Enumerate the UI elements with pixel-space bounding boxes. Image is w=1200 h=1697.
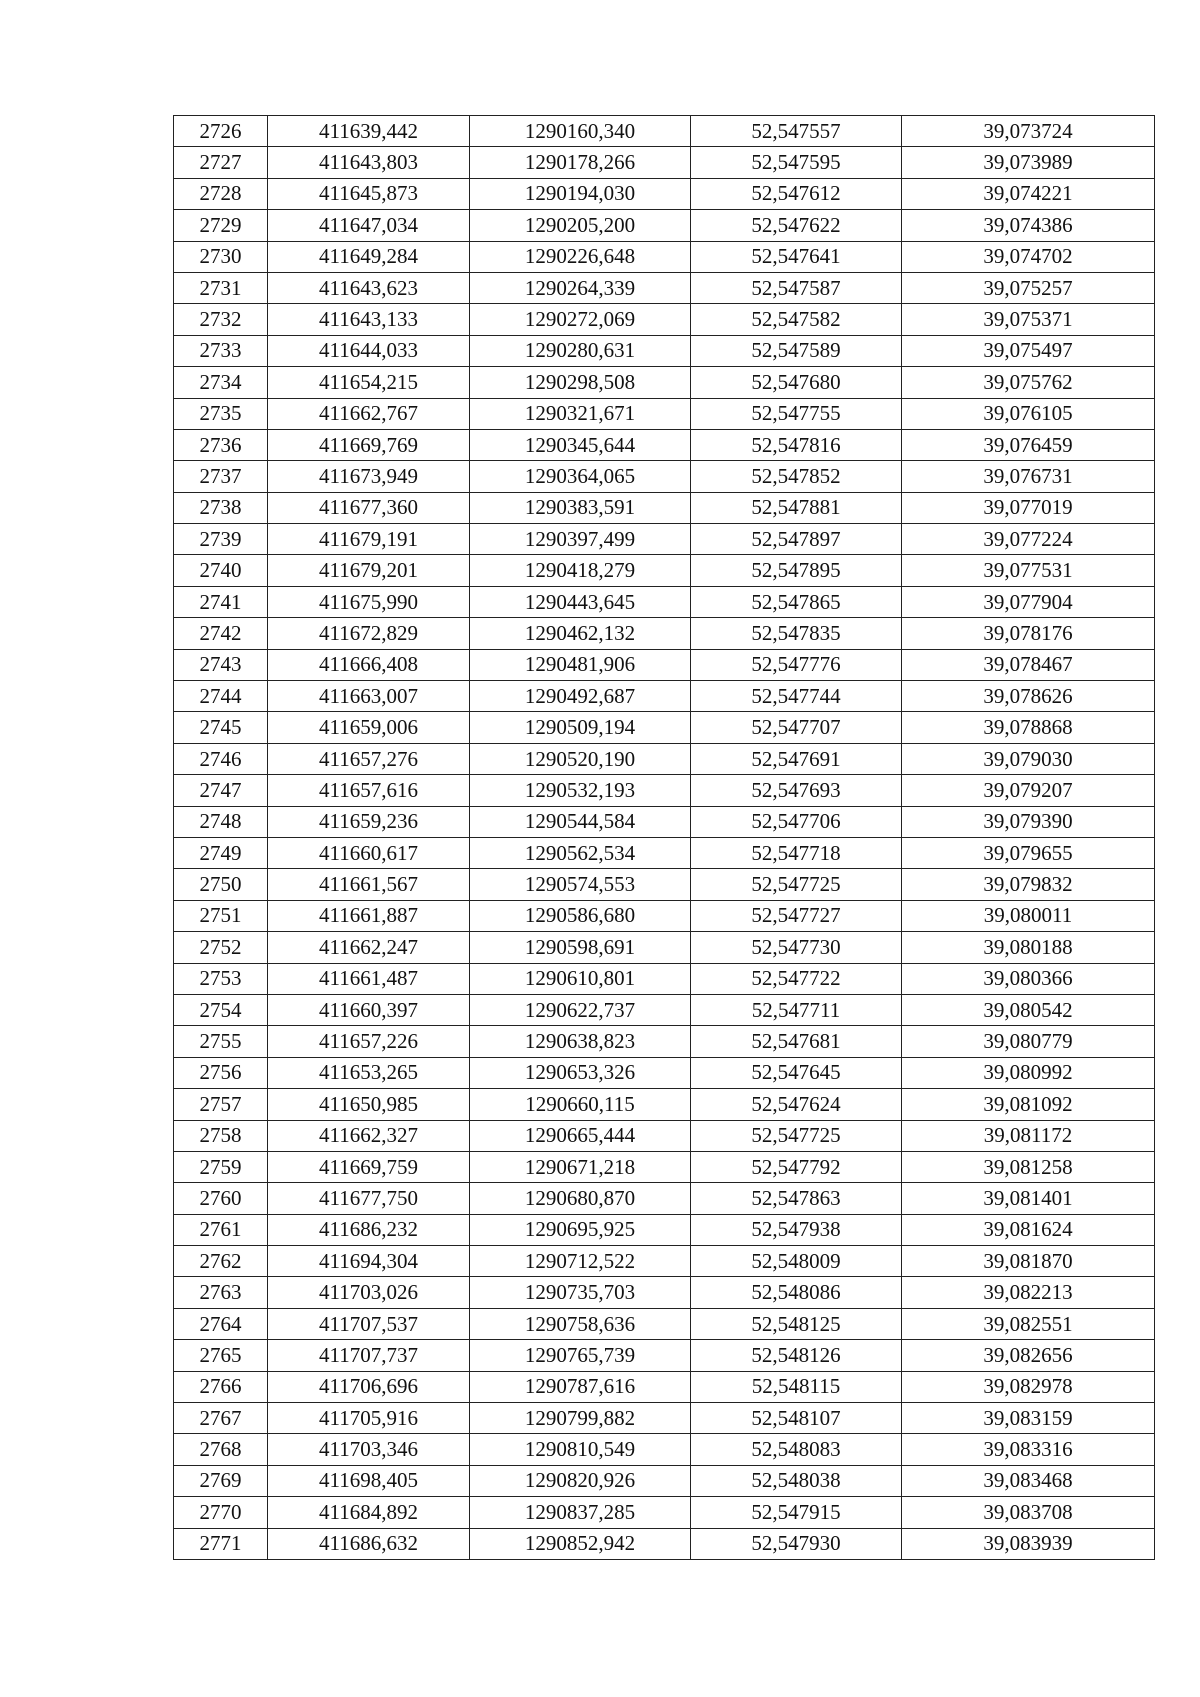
table-row — [174, 1434, 1155, 1465]
latitude-cell: 52,547624 — [691, 1089, 902, 1120]
table-row — [174, 586, 1155, 617]
x-coordinate-cell: 411643,133 — [268, 304, 470, 335]
x-coordinate-cell: 411666,408 — [268, 649, 470, 680]
latitude-cell: 52,547776 — [691, 649, 902, 680]
latitude-cell: 52,547744 — [691, 681, 902, 712]
x-coordinate-cell: 411686,232 — [268, 1214, 470, 1245]
latitude-cell: 52,547612 — [691, 178, 902, 209]
latitude-cell: 52,547645 — [691, 1057, 902, 1088]
y-coordinate-cell: 1290598,691 — [470, 932, 691, 963]
table-row — [174, 1089, 1155, 1120]
longitude-cell: 39,082978 — [902, 1371, 1155, 1402]
longitude-cell: 39,081092 — [902, 1089, 1155, 1120]
x-coordinate-cell: 411657,226 — [268, 1026, 470, 1057]
y-coordinate-cell: 1290264,339 — [470, 272, 691, 303]
x-coordinate-cell: 411659,236 — [268, 806, 470, 837]
x-coordinate-cell: 411698,405 — [268, 1465, 470, 1496]
point-number-cell: 2733 — [174, 335, 268, 366]
y-coordinate-cell: 1290820,926 — [470, 1465, 691, 1496]
longitude-cell: 39,080779 — [902, 1026, 1155, 1057]
point-number-cell: 2726 — [174, 116, 268, 147]
y-coordinate-cell: 1290660,115 — [470, 1089, 691, 1120]
latitude-cell: 52,547582 — [691, 304, 902, 335]
x-coordinate-cell: 411684,892 — [268, 1497, 470, 1528]
longitude-cell: 39,073989 — [902, 147, 1155, 178]
y-coordinate-cell: 1290345,644 — [470, 429, 691, 460]
latitude-cell: 52,547865 — [691, 586, 902, 617]
x-coordinate-cell: 411647,034 — [268, 210, 470, 241]
point-number-cell: 2738 — [174, 492, 268, 523]
point-number-cell: 2770 — [174, 1497, 268, 1528]
table-row — [174, 1246, 1155, 1277]
longitude-cell: 39,081172 — [902, 1120, 1155, 1151]
longitude-cell: 39,076459 — [902, 429, 1155, 460]
latitude-cell: 52,547816 — [691, 429, 902, 460]
table-row — [174, 1214, 1155, 1245]
point-number-cell: 2768 — [174, 1434, 268, 1465]
longitude-cell: 39,080188 — [902, 932, 1155, 963]
x-coordinate-cell: 411661,487 — [268, 963, 470, 994]
latitude-cell: 52,547693 — [691, 775, 902, 806]
longitude-cell: 39,082656 — [902, 1340, 1155, 1371]
longitude-cell: 39,083468 — [902, 1465, 1155, 1496]
point-number-cell: 2735 — [174, 398, 268, 429]
latitude-cell: 52,547595 — [691, 147, 902, 178]
latitude-cell: 52,547680 — [691, 367, 902, 398]
y-coordinate-cell: 1290160,340 — [470, 116, 691, 147]
y-coordinate-cell: 1290462,132 — [470, 618, 691, 649]
x-coordinate-cell: 411677,750 — [268, 1183, 470, 1214]
latitude-cell: 52,547938 — [691, 1214, 902, 1245]
longitude-cell: 39,079030 — [902, 743, 1155, 774]
y-coordinate-cell: 1290443,645 — [470, 586, 691, 617]
x-coordinate-cell: 411645,873 — [268, 178, 470, 209]
x-coordinate-cell: 411707,737 — [268, 1340, 470, 1371]
table-row — [174, 1465, 1155, 1496]
point-number-cell: 2764 — [174, 1308, 268, 1339]
y-coordinate-cell: 1290695,925 — [470, 1214, 691, 1245]
table-row — [174, 1340, 1155, 1371]
table-row — [174, 1403, 1155, 1434]
x-coordinate-cell: 411703,026 — [268, 1277, 470, 1308]
latitude-cell: 52,547852 — [691, 461, 902, 492]
table-row — [174, 775, 1155, 806]
latitude-cell: 52,548125 — [691, 1308, 902, 1339]
y-coordinate-cell: 1290787,616 — [470, 1371, 691, 1402]
latitude-cell: 52,547730 — [691, 932, 902, 963]
longitude-cell: 39,079655 — [902, 837, 1155, 868]
longitude-cell: 39,074221 — [902, 178, 1155, 209]
x-coordinate-cell: 411650,985 — [268, 1089, 470, 1120]
x-coordinate-cell: 411643,623 — [268, 272, 470, 303]
point-number-cell: 2748 — [174, 806, 268, 837]
y-coordinate-cell: 1290586,680 — [470, 900, 691, 931]
longitude-cell: 39,077224 — [902, 524, 1155, 555]
point-number-cell: 2749 — [174, 837, 268, 868]
longitude-cell: 39,078176 — [902, 618, 1155, 649]
longitude-cell: 39,081870 — [902, 1246, 1155, 1277]
table-row — [174, 1528, 1155, 1559]
point-number-cell: 2753 — [174, 963, 268, 994]
point-number-cell: 2751 — [174, 900, 268, 931]
x-coordinate-cell: 411686,632 — [268, 1528, 470, 1559]
table-row — [174, 1026, 1155, 1057]
table-row — [174, 1308, 1155, 1339]
point-number-cell: 2765 — [174, 1340, 268, 1371]
point-number-cell: 2755 — [174, 1026, 268, 1057]
point-number-cell: 2767 — [174, 1403, 268, 1434]
y-coordinate-cell: 1290665,444 — [470, 1120, 691, 1151]
point-number-cell: 2762 — [174, 1246, 268, 1277]
y-coordinate-cell: 1290397,499 — [470, 524, 691, 555]
x-coordinate-cell: 411657,616 — [268, 775, 470, 806]
latitude-cell: 52,547641 — [691, 241, 902, 272]
table-row — [174, 524, 1155, 555]
longitude-cell: 39,082551 — [902, 1308, 1155, 1339]
point-number-cell: 2747 — [174, 775, 268, 806]
y-coordinate-cell: 1290509,194 — [470, 712, 691, 743]
y-coordinate-cell: 1290735,703 — [470, 1277, 691, 1308]
longitude-cell: 39,075762 — [902, 367, 1155, 398]
point-number-cell: 2727 — [174, 147, 268, 178]
table-row — [174, 649, 1155, 680]
point-number-cell: 2771 — [174, 1528, 268, 1559]
longitude-cell: 39,080992 — [902, 1057, 1155, 1088]
longitude-cell: 39,078626 — [902, 681, 1155, 712]
table-row — [174, 1151, 1155, 1182]
point-number-cell: 2739 — [174, 524, 268, 555]
table-row — [174, 932, 1155, 963]
point-number-cell: 2745 — [174, 712, 268, 743]
table-row — [174, 1057, 1155, 1088]
latitude-cell: 52,547792 — [691, 1151, 902, 1182]
latitude-cell: 52,547755 — [691, 398, 902, 429]
longitude-cell: 39,073724 — [902, 116, 1155, 147]
y-coordinate-cell: 1290280,631 — [470, 335, 691, 366]
y-coordinate-cell: 1290194,030 — [470, 178, 691, 209]
latitude-cell: 52,547691 — [691, 743, 902, 774]
point-number-cell: 2740 — [174, 555, 268, 586]
longitude-cell: 39,075371 — [902, 304, 1155, 335]
longitude-cell: 39,083939 — [902, 1528, 1155, 1559]
y-coordinate-cell: 1290364,065 — [470, 461, 691, 492]
table-row — [174, 241, 1155, 272]
table-row — [174, 963, 1155, 994]
y-coordinate-cell: 1290638,823 — [470, 1026, 691, 1057]
y-coordinate-cell: 1290418,279 — [470, 555, 691, 586]
longitude-cell: 39,075497 — [902, 335, 1155, 366]
y-coordinate-cell: 1290492,687 — [470, 681, 691, 712]
point-number-cell: 2742 — [174, 618, 268, 649]
table-row — [174, 618, 1155, 649]
table-row — [174, 367, 1155, 398]
latitude-cell: 52,547587 — [691, 272, 902, 303]
longitude-cell: 39,081401 — [902, 1183, 1155, 1214]
y-coordinate-cell: 1290298,508 — [470, 367, 691, 398]
x-coordinate-cell: 411679,191 — [268, 524, 470, 555]
latitude-cell: 52,547622 — [691, 210, 902, 241]
latitude-cell: 52,547725 — [691, 869, 902, 900]
point-number-cell: 2757 — [174, 1089, 268, 1120]
table-row — [174, 304, 1155, 335]
x-coordinate-cell: 411703,346 — [268, 1434, 470, 1465]
latitude-cell: 52,548115 — [691, 1371, 902, 1402]
table-row — [174, 869, 1155, 900]
table-row — [174, 116, 1155, 147]
point-number-cell: 2743 — [174, 649, 268, 680]
x-coordinate-cell: 411669,769 — [268, 429, 470, 460]
table-row — [174, 1120, 1155, 1151]
point-number-cell: 2761 — [174, 1214, 268, 1245]
y-coordinate-cell: 1290765,739 — [470, 1340, 691, 1371]
point-number-cell: 2736 — [174, 429, 268, 460]
longitude-cell: 39,078868 — [902, 712, 1155, 743]
point-number-cell: 2734 — [174, 367, 268, 398]
point-number-cell: 2732 — [174, 304, 268, 335]
x-coordinate-cell: 411654,215 — [268, 367, 470, 398]
longitude-cell: 39,081258 — [902, 1151, 1155, 1182]
point-number-cell: 2758 — [174, 1120, 268, 1151]
x-coordinate-cell: 411653,265 — [268, 1057, 470, 1088]
point-number-cell: 2737 — [174, 461, 268, 492]
latitude-cell: 52,548083 — [691, 1434, 902, 1465]
point-number-cell: 2750 — [174, 869, 268, 900]
x-coordinate-cell: 411657,276 — [268, 743, 470, 774]
latitude-cell: 52,548126 — [691, 1340, 902, 1371]
longitude-cell: 39,076105 — [902, 398, 1155, 429]
point-number-cell: 2741 — [174, 586, 268, 617]
longitude-cell: 39,083159 — [902, 1403, 1155, 1434]
y-coordinate-cell: 1290383,591 — [470, 492, 691, 523]
x-coordinate-cell: 411706,696 — [268, 1371, 470, 1402]
y-coordinate-cell: 1290205,200 — [470, 210, 691, 241]
longitude-cell: 39,074386 — [902, 210, 1155, 241]
longitude-cell: 39,080542 — [902, 994, 1155, 1025]
point-number-cell: 2731 — [174, 272, 268, 303]
y-coordinate-cell: 1290653,326 — [470, 1057, 691, 1088]
longitude-cell: 39,080011 — [902, 900, 1155, 931]
y-coordinate-cell: 1290272,069 — [470, 304, 691, 335]
table-row — [174, 492, 1155, 523]
latitude-cell: 52,547681 — [691, 1026, 902, 1057]
y-coordinate-cell: 1290799,882 — [470, 1403, 691, 1434]
latitude-cell: 52,547718 — [691, 837, 902, 868]
y-coordinate-cell: 1290712,522 — [470, 1246, 691, 1277]
y-coordinate-cell: 1290226,648 — [470, 241, 691, 272]
x-coordinate-cell: 411661,567 — [268, 869, 470, 900]
table-row — [174, 178, 1155, 209]
x-coordinate-cell: 411707,537 — [268, 1308, 470, 1339]
point-number-cell: 2746 — [174, 743, 268, 774]
latitude-cell: 52,548009 — [691, 1246, 902, 1277]
y-coordinate-cell: 1290520,190 — [470, 743, 691, 774]
table-row — [174, 837, 1155, 868]
table-row — [174, 806, 1155, 837]
table-row — [174, 335, 1155, 366]
table-row — [174, 1183, 1155, 1214]
longitude-cell: 39,074702 — [902, 241, 1155, 272]
point-number-cell: 2759 — [174, 1151, 268, 1182]
latitude-cell: 52,547895 — [691, 555, 902, 586]
y-coordinate-cell: 1290758,636 — [470, 1308, 691, 1339]
table-row — [174, 1497, 1155, 1528]
longitude-cell: 39,079832 — [902, 869, 1155, 900]
longitude-cell: 39,080366 — [902, 963, 1155, 994]
y-coordinate-cell: 1290610,801 — [470, 963, 691, 994]
y-coordinate-cell: 1290532,193 — [470, 775, 691, 806]
longitude-cell: 39,077904 — [902, 586, 1155, 617]
coordinates-table-body — [174, 116, 1155, 1560]
y-coordinate-cell: 1290837,285 — [470, 1497, 691, 1528]
latitude-cell: 52,547915 — [691, 1497, 902, 1528]
x-coordinate-cell: 411639,442 — [268, 116, 470, 147]
point-number-cell: 2769 — [174, 1465, 268, 1496]
longitude-cell: 39,083316 — [902, 1434, 1155, 1465]
longitude-cell: 39,075257 — [902, 272, 1155, 303]
table-row — [174, 210, 1155, 241]
point-number-cell: 2744 — [174, 681, 268, 712]
point-number-cell: 2730 — [174, 241, 268, 272]
y-coordinate-cell: 1290622,737 — [470, 994, 691, 1025]
x-coordinate-cell: 411643,803 — [268, 147, 470, 178]
x-coordinate-cell: 411662,767 — [268, 398, 470, 429]
x-coordinate-cell: 411673,949 — [268, 461, 470, 492]
point-number-cell: 2728 — [174, 178, 268, 209]
table-row — [174, 994, 1155, 1025]
y-coordinate-cell: 1290481,906 — [470, 649, 691, 680]
latitude-cell: 52,547930 — [691, 1528, 902, 1559]
y-coordinate-cell: 1290574,553 — [470, 869, 691, 900]
latitude-cell: 52,547881 — [691, 492, 902, 523]
latitude-cell: 52,547706 — [691, 806, 902, 837]
point-number-cell: 2766 — [174, 1371, 268, 1402]
y-coordinate-cell: 1290810,549 — [470, 1434, 691, 1465]
longitude-cell: 39,076731 — [902, 461, 1155, 492]
y-coordinate-cell: 1290321,671 — [470, 398, 691, 429]
x-coordinate-cell: 411669,759 — [268, 1151, 470, 1182]
table-row — [174, 900, 1155, 931]
table-row — [174, 272, 1155, 303]
longitude-cell: 39,078467 — [902, 649, 1155, 680]
latitude-cell: 52,547897 — [691, 524, 902, 555]
x-coordinate-cell: 411660,617 — [268, 837, 470, 868]
x-coordinate-cell: 411679,201 — [268, 555, 470, 586]
x-coordinate-cell: 411675,990 — [268, 586, 470, 617]
x-coordinate-cell: 411644,033 — [268, 335, 470, 366]
latitude-cell: 52,547707 — [691, 712, 902, 743]
x-coordinate-cell: 411705,916 — [268, 1403, 470, 1434]
x-coordinate-cell: 411677,360 — [268, 492, 470, 523]
y-coordinate-cell: 1290680,870 — [470, 1183, 691, 1214]
longitude-cell: 39,081624 — [902, 1214, 1155, 1245]
latitude-cell: 52,547589 — [691, 335, 902, 366]
latitude-cell: 52,547835 — [691, 618, 902, 649]
longitude-cell: 39,077531 — [902, 555, 1155, 586]
table-row — [174, 147, 1155, 178]
table-row — [174, 1277, 1155, 1308]
point-number-cell: 2754 — [174, 994, 268, 1025]
longitude-cell: 39,077019 — [902, 492, 1155, 523]
table-row — [174, 398, 1155, 429]
latitude-cell: 52,548107 — [691, 1403, 902, 1434]
latitude-cell: 52,547722 — [691, 963, 902, 994]
x-coordinate-cell: 411659,006 — [268, 712, 470, 743]
y-coordinate-cell: 1290178,266 — [470, 147, 691, 178]
table-row — [174, 712, 1155, 743]
table-row — [174, 555, 1155, 586]
x-coordinate-cell: 411672,829 — [268, 618, 470, 649]
point-number-cell: 2756 — [174, 1057, 268, 1088]
latitude-cell: 52,547727 — [691, 900, 902, 931]
latitude-cell: 52,548086 — [691, 1277, 902, 1308]
y-coordinate-cell: 1290562,534 — [470, 837, 691, 868]
latitude-cell: 52,547557 — [691, 116, 902, 147]
point-number-cell: 2763 — [174, 1277, 268, 1308]
x-coordinate-cell: 411662,327 — [268, 1120, 470, 1151]
table-row — [174, 429, 1155, 460]
longitude-cell: 39,082213 — [902, 1277, 1155, 1308]
longitude-cell: 39,079207 — [902, 775, 1155, 806]
table-row — [174, 681, 1155, 712]
x-coordinate-cell: 411694,304 — [268, 1246, 470, 1277]
point-number-cell: 2729 — [174, 210, 268, 241]
x-coordinate-cell: 411662,247 — [268, 932, 470, 963]
y-coordinate-cell: 1290671,218 — [470, 1151, 691, 1182]
y-coordinate-cell: 1290544,584 — [470, 806, 691, 837]
point-number-cell: 2752 — [174, 932, 268, 963]
x-coordinate-cell: 411661,887 — [268, 900, 470, 931]
latitude-cell: 52,547725 — [691, 1120, 902, 1151]
x-coordinate-cell: 411663,007 — [268, 681, 470, 712]
point-number-cell: 2760 — [174, 1183, 268, 1214]
longitude-cell: 39,079390 — [902, 806, 1155, 837]
x-coordinate-cell: 411660,397 — [268, 994, 470, 1025]
x-coordinate-cell: 411649,284 — [268, 241, 470, 272]
table-row — [174, 1371, 1155, 1402]
longitude-cell: 39,083708 — [902, 1497, 1155, 1528]
table-row — [174, 461, 1155, 492]
table-row — [174, 743, 1155, 774]
latitude-cell: 52,548038 — [691, 1465, 902, 1496]
latitude-cell: 52,547711 — [691, 994, 902, 1025]
coordinates-table — [173, 115, 1155, 1560]
y-coordinate-cell: 1290852,942 — [470, 1528, 691, 1559]
latitude-cell: 52,547863 — [691, 1183, 902, 1214]
